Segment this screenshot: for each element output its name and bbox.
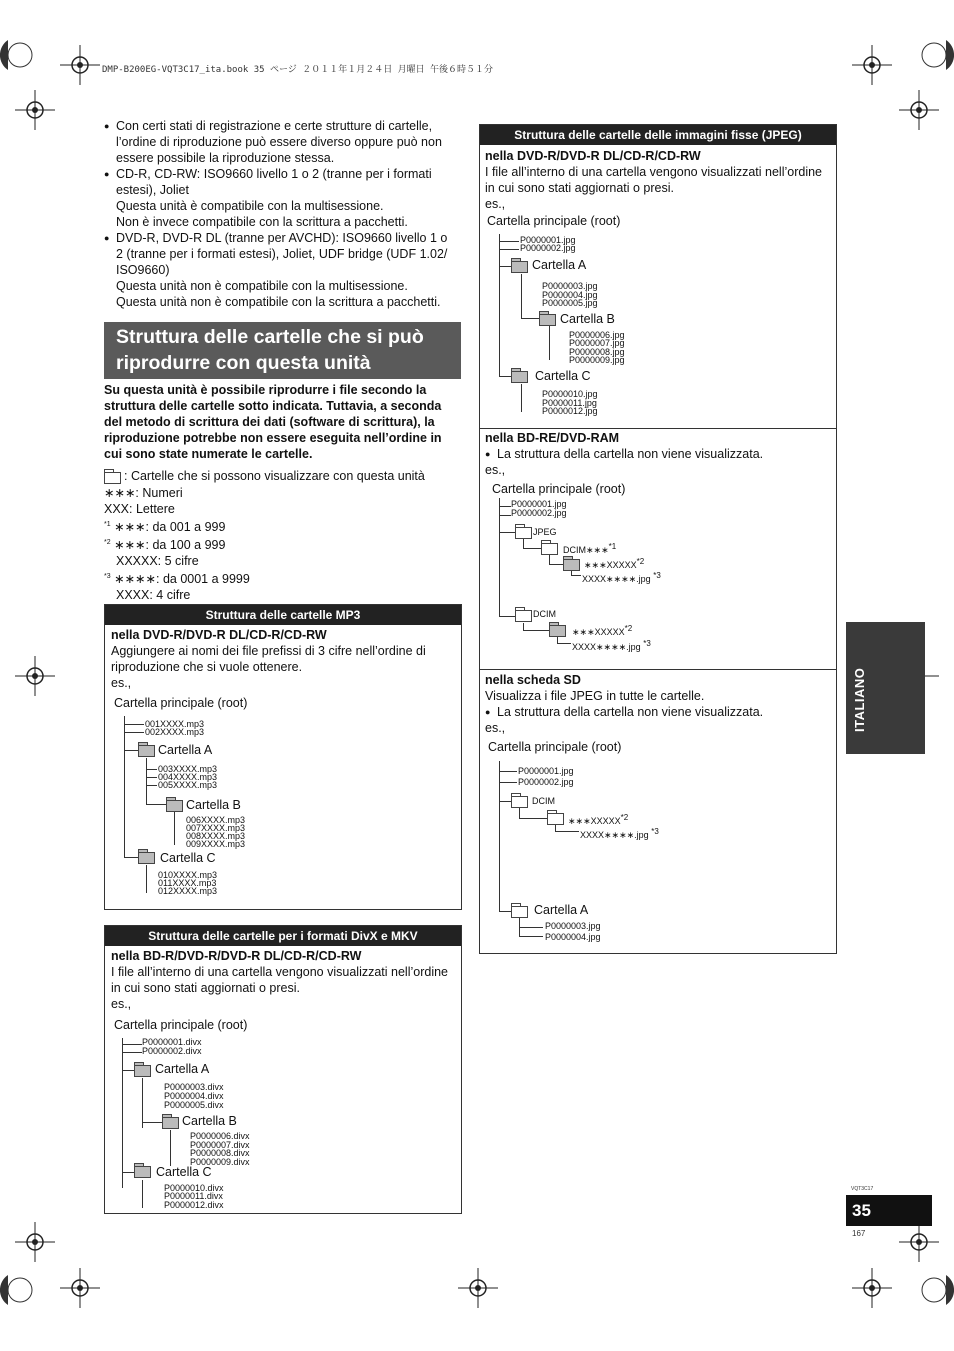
media-label: nella BD-R/DVD-R/DVD-R DL/CD-R/CD-RW bbox=[111, 949, 362, 963]
root-label: Cartella principale (root) bbox=[114, 696, 248, 710]
title-line: riprodurre con questa unità bbox=[116, 352, 371, 374]
file-name: P0000008.jpg bbox=[569, 347, 625, 357]
text-line: del metodo di scrittura dei dati (software di scrittura), la bbox=[104, 415, 435, 429]
legend bbox=[104, 468, 464, 603]
legend-numbers: ∗∗∗: Numeri bbox=[104, 486, 183, 500]
file-name: P0000012.divx bbox=[164, 1200, 224, 1210]
folder-icon bbox=[138, 742, 155, 757]
file-name: P0000002.divx bbox=[142, 1046, 202, 1056]
folder-icon bbox=[162, 1114, 179, 1129]
folder-icon bbox=[515, 524, 532, 539]
text-line: l’ordine di riproduzione può essere diverso oppure può non bbox=[116, 135, 442, 149]
text-line: 2 (tranne per i formati estesi), Joliet, UDF bridge (UDF 1.02/ bbox=[116, 247, 448, 261]
root-label: Cartella principale (root) bbox=[492, 482, 626, 496]
media-label: nella DVD-R/DVD-R DL/CD-R/CD-RW bbox=[111, 628, 327, 642]
text-line: es., bbox=[111, 997, 132, 1011]
footnote-marker: *2 bbox=[624, 624, 633, 633]
folder-icon bbox=[515, 607, 532, 622]
file-name: 001XXXX.mp3 bbox=[145, 719, 205, 729]
file-name: P0000006.jpg bbox=[569, 330, 625, 340]
code-small: VQT3C17 bbox=[851, 1186, 874, 1192]
sub-folder-label bbox=[568, 813, 628, 826]
registration-mark-top-right-2 bbox=[899, 90, 939, 130]
file-name: P0000007.divx bbox=[190, 1140, 250, 1150]
text-line: in cui sono stati aggiornati o presi. bbox=[485, 181, 674, 195]
text-line: Questa unità è compatibile con la multisessione. bbox=[116, 199, 384, 213]
text-line: I file all’interno di una cartella vengono visualizzati nell’ordine bbox=[111, 965, 448, 979]
jpeg-section-bdre bbox=[485, 430, 835, 478]
section-divider bbox=[480, 428, 836, 429]
registration-mark-bottom-left-2 bbox=[60, 1268, 100, 1308]
bullet-item bbox=[104, 166, 464, 230]
jpeg-tree-bdre bbox=[479, 476, 837, 666]
file-name: P0000004.jpg bbox=[542, 290, 598, 300]
legend-note-2 bbox=[104, 535, 464, 553]
legend-note-text: ∗∗∗: da 001 a 999 bbox=[114, 520, 226, 535]
divx-tree bbox=[104, 1012, 462, 1212]
file-name: P0000006.divx bbox=[190, 1131, 250, 1141]
print-header: DMP-B200EG-VQT3C17_ita.book 35 ページ ２０１１年１月２４日 月曜日 午後６時５１分 bbox=[102, 65, 494, 75]
crop-mark-bottom-right bbox=[909, 1270, 954, 1310]
folder-icon bbox=[511, 258, 528, 273]
mp3-description bbox=[105, 625, 461, 691]
folder-icon bbox=[511, 903, 528, 918]
text-line: Questa unità non è compatibile con la multisessione. bbox=[116, 279, 408, 293]
folder-label: Cartella B bbox=[182, 1114, 237, 1128]
file-name: 003XXXX.mp3 bbox=[158, 764, 218, 774]
registration-mark-top-left bbox=[60, 45, 100, 85]
sub-number: 167 bbox=[852, 1229, 866, 1238]
legend-folder-row bbox=[104, 468, 464, 485]
root-label: Cartella principale (root) bbox=[114, 1018, 248, 1032]
folder-label: ∗∗∗XXXXX bbox=[584, 560, 637, 570]
file-name: P0000002.jpg bbox=[511, 508, 567, 518]
file-name: P0000011.divx bbox=[164, 1191, 223, 1201]
folder-icon bbox=[541, 540, 558, 555]
text-line: Aggiungere ai nomi dei file prefissi di 3 cifre nell’ordine di bbox=[111, 644, 426, 658]
file-name: 008XXXX.mp3 bbox=[186, 831, 246, 841]
file-name: P0000005.divx bbox=[164, 1100, 224, 1110]
footnote-marker: *3 bbox=[643, 639, 651, 648]
footnote-marker: *1 bbox=[104, 521, 111, 528]
registration-mark-bottom-center bbox=[458, 1268, 498, 1308]
media-label: nella scheda SD bbox=[485, 673, 581, 687]
text-line: struttura delle cartelle sotto indicata. Tuttavia, a seconda bbox=[104, 399, 442, 413]
folder-icon bbox=[166, 797, 183, 812]
text-line: es., bbox=[485, 463, 506, 477]
legend-note-text: ∗∗∗: da 100 a 999 bbox=[114, 538, 226, 553]
file-line bbox=[582, 571, 661, 584]
language-tab bbox=[846, 622, 925, 754]
folder-icon bbox=[104, 469, 121, 484]
bullet-item bbox=[104, 118, 464, 166]
file-line bbox=[580, 827, 659, 840]
file-name: 002XXXX.mp3 bbox=[145, 727, 205, 737]
file-name: P0000003.divx bbox=[164, 1082, 224, 1092]
text-line: essere possibile la riproduzione stessa. bbox=[116, 151, 335, 165]
text-line: Non è invece compatibile con la scrittura a pacchetti. bbox=[116, 215, 408, 229]
file-name: P0000010.divx bbox=[164, 1183, 224, 1193]
footnote-marker: *3 bbox=[104, 573, 111, 581]
divx-description bbox=[105, 946, 461, 1012]
folder-label: Cartella C bbox=[535, 369, 591, 383]
root-label: Cartella principale (root) bbox=[487, 214, 621, 228]
crop-mark-top-right bbox=[909, 35, 954, 75]
crop-mark-bottom-left bbox=[0, 1270, 45, 1310]
legend-note-3 bbox=[104, 569, 464, 587]
folder-label: Cartella B bbox=[186, 798, 241, 812]
sub-folder-label bbox=[584, 557, 644, 570]
text-line: ● DVD-R, DVD-R DL (tranne per AVCHD): ISO9660 livello 1 o bbox=[116, 231, 448, 245]
file-name: 004XXXX.mp3 bbox=[158, 772, 218, 782]
file-name: P0000012.jpg bbox=[542, 406, 598, 416]
text-line: cui sono state numerate le cartelle. bbox=[104, 447, 313, 461]
page-number-box bbox=[846, 1195, 932, 1226]
file-name: P0000004.divx bbox=[164, 1091, 224, 1101]
folder-label: Cartella A bbox=[155, 1062, 210, 1076]
file-name: P0000004.jpg bbox=[545, 932, 601, 942]
folder-label: Cartella A bbox=[534, 903, 589, 917]
folder-label: Cartella A bbox=[532, 258, 587, 272]
folder-label: Cartella B bbox=[560, 312, 615, 326]
folder-label: ∗∗∗XXXXX bbox=[572, 627, 625, 637]
text-line: I file all’interno di una cartella vengono visualizzati nell’ordine bbox=[485, 165, 822, 179]
text-line: Visualizza i file JPEG in tutte le cartelle. bbox=[485, 689, 705, 703]
file-name: XXXX∗∗∗∗.jpg bbox=[582, 574, 651, 584]
bullet-item: ● La struttura della cartella non viene visualizzata. bbox=[485, 704, 835, 720]
folder-label: DCIM bbox=[533, 609, 556, 619]
media-label: nella BD-RE/DVD-RAM bbox=[485, 431, 620, 445]
language-tab-label: ITALIANO bbox=[852, 667, 867, 732]
file-name: 012XXXX.mp3 bbox=[158, 886, 218, 896]
legend-note-1 bbox=[104, 517, 464, 535]
box-heading: Struttura delle cartelle delle immagini fisse (JPEG) bbox=[480, 125, 836, 145]
folder-label: DCIM bbox=[532, 796, 555, 806]
file-name: P0000005.jpg bbox=[542, 298, 598, 308]
text-line: in cui sono stati aggiornati o presi. bbox=[111, 981, 300, 995]
legend-note-text: ∗∗∗∗: da 0001 a 9999 bbox=[114, 572, 250, 587]
registration-mark-top-left-2 bbox=[15, 90, 55, 130]
intro-paragraph bbox=[104, 382, 464, 462]
file-name: 007XXXX.mp3 bbox=[186, 823, 246, 833]
file-name: XXXX∗∗∗∗.jpg bbox=[580, 830, 649, 840]
footnote-marker: *3 bbox=[653, 571, 661, 580]
folder-label: Cartella A bbox=[158, 743, 213, 757]
text-line: Questa unità non è compatibile con la scrittura a pacchetti. bbox=[116, 295, 441, 309]
text-line: estesi), Joliet bbox=[116, 183, 189, 197]
legend-note-2b: XXXXX: 5 cifre bbox=[116, 554, 199, 569]
file-name: 005XXXX.mp3 bbox=[158, 780, 218, 790]
text-line: es., bbox=[485, 721, 506, 735]
file-name: 009XXXX.mp3 bbox=[186, 839, 246, 849]
text-line: Su questa unità è possibile riprodurre i file secondo la bbox=[104, 383, 427, 397]
registration-mark-mid-left bbox=[15, 656, 55, 696]
file-name: P0000003.jpg bbox=[542, 281, 598, 291]
file-name: P0000010.jpg bbox=[542, 389, 598, 399]
folder-label: DCIM∗∗∗ bbox=[563, 545, 609, 555]
jpeg-section-sd bbox=[485, 672, 835, 736]
folder-icon bbox=[134, 1163, 151, 1178]
file-name: 011XXXX.mp3 bbox=[158, 878, 217, 888]
root-label: Cartella principale (root) bbox=[488, 740, 622, 754]
footnote-marker: *3 bbox=[651, 827, 659, 836]
footnote-marker: *2 bbox=[620, 813, 629, 822]
footnote-marker: *2 bbox=[104, 539, 111, 547]
registration-mark-bottom-left bbox=[15, 1222, 55, 1262]
folder-icon bbox=[511, 793, 528, 808]
intro-bullets bbox=[104, 118, 464, 310]
jpeg-tree-dvd bbox=[479, 208, 837, 423]
file-name: P0000003.jpg bbox=[545, 921, 601, 931]
footnote-marker: *2 bbox=[636, 557, 645, 566]
jpeg-section-dvd bbox=[485, 148, 835, 212]
legend-folder-text: : Cartelle che si possono visualizzare con questa unità bbox=[124, 469, 425, 483]
jpeg-tree-sd bbox=[479, 735, 837, 950]
file-name: P0000001.jpg bbox=[518, 766, 574, 776]
registration-mark-bottom-right-2 bbox=[852, 1268, 892, 1308]
section-title bbox=[104, 322, 461, 379]
registration-mark-top-right bbox=[852, 45, 892, 85]
file-name: P0000002.jpg bbox=[518, 777, 574, 787]
folder-icon bbox=[511, 368, 528, 383]
file-name: P0000001.jpg bbox=[511, 499, 567, 509]
folder-icon bbox=[563, 556, 580, 571]
section-divider bbox=[480, 669, 836, 670]
text-line: riproduzione potrebbe non essere eseguita nell’ordine in bbox=[104, 431, 442, 445]
page-number: 35 bbox=[852, 1201, 871, 1220]
crop-mark-top-left bbox=[0, 35, 45, 75]
file-name: P0000008.divx bbox=[190, 1148, 250, 1158]
folder-label: Cartella C bbox=[156, 1165, 212, 1179]
folder-icon bbox=[539, 311, 556, 326]
box-heading: Struttura delle cartelle per i formati DivX e MKV bbox=[105, 926, 461, 946]
legend-note-3b: XXXX: 4 cifre bbox=[116, 588, 191, 603]
text-line: riproduzione che si vuole ottenere. bbox=[111, 660, 303, 674]
folder-icon bbox=[547, 810, 564, 825]
file-name: P0000002.jpg bbox=[520, 243, 576, 253]
folder-label: Cartella C bbox=[160, 851, 216, 865]
folder-label: ∗∗∗XXXXX bbox=[568, 816, 621, 826]
text-line: es., bbox=[111, 676, 132, 690]
file-name: P0000011.jpg bbox=[542, 398, 597, 408]
file-name: 006XXXX.mp3 bbox=[186, 815, 246, 825]
bullet-item: ● La struttura della cartella non viene visualizzata. bbox=[485, 446, 835, 462]
bullet-item bbox=[104, 230, 464, 310]
sub-folder-label bbox=[572, 624, 632, 637]
legend-letters: XXX: Lettere bbox=[104, 502, 175, 516]
file-name: XXXX∗∗∗∗.jpg bbox=[572, 642, 641, 652]
media-label: nella DVD-R/DVD-R DL/CD-R/CD-RW bbox=[485, 149, 701, 163]
text-line: es., bbox=[485, 197, 506, 211]
file-line bbox=[572, 639, 651, 652]
folder-label: JPEG bbox=[533, 527, 557, 537]
text-line: ISO9660) bbox=[116, 263, 170, 277]
file-name: P0000009.jpg bbox=[569, 355, 625, 365]
folder-icon bbox=[138, 849, 155, 864]
file-name: P0000009.divx bbox=[190, 1157, 250, 1167]
registration-mark-bottom-right bbox=[899, 1222, 939, 1262]
file-name: P0000001.divx bbox=[142, 1037, 202, 1047]
folder-icon bbox=[134, 1062, 151, 1077]
file-name: P0000007.jpg bbox=[569, 338, 625, 348]
footnote-marker: *1 bbox=[608, 542, 617, 551]
file-name: P0000001.jpg bbox=[520, 235, 576, 245]
dcim-label bbox=[563, 542, 616, 555]
mp3-tree bbox=[104, 690, 462, 905]
text-line: ● Con certi stati di registrazione e certe strutture di cartelle, bbox=[116, 119, 433, 133]
folder-icon bbox=[549, 622, 566, 637]
text-line: ● CD-R, CD-RW: ISO9660 livello 1 o 2 (tranne per i formati bbox=[116, 167, 432, 181]
title-line: Struttura delle cartelle che si può bbox=[116, 326, 424, 348]
box-heading: Struttura delle cartelle MP3 bbox=[105, 605, 461, 625]
file-name: 010XXXX.mp3 bbox=[158, 870, 218, 880]
